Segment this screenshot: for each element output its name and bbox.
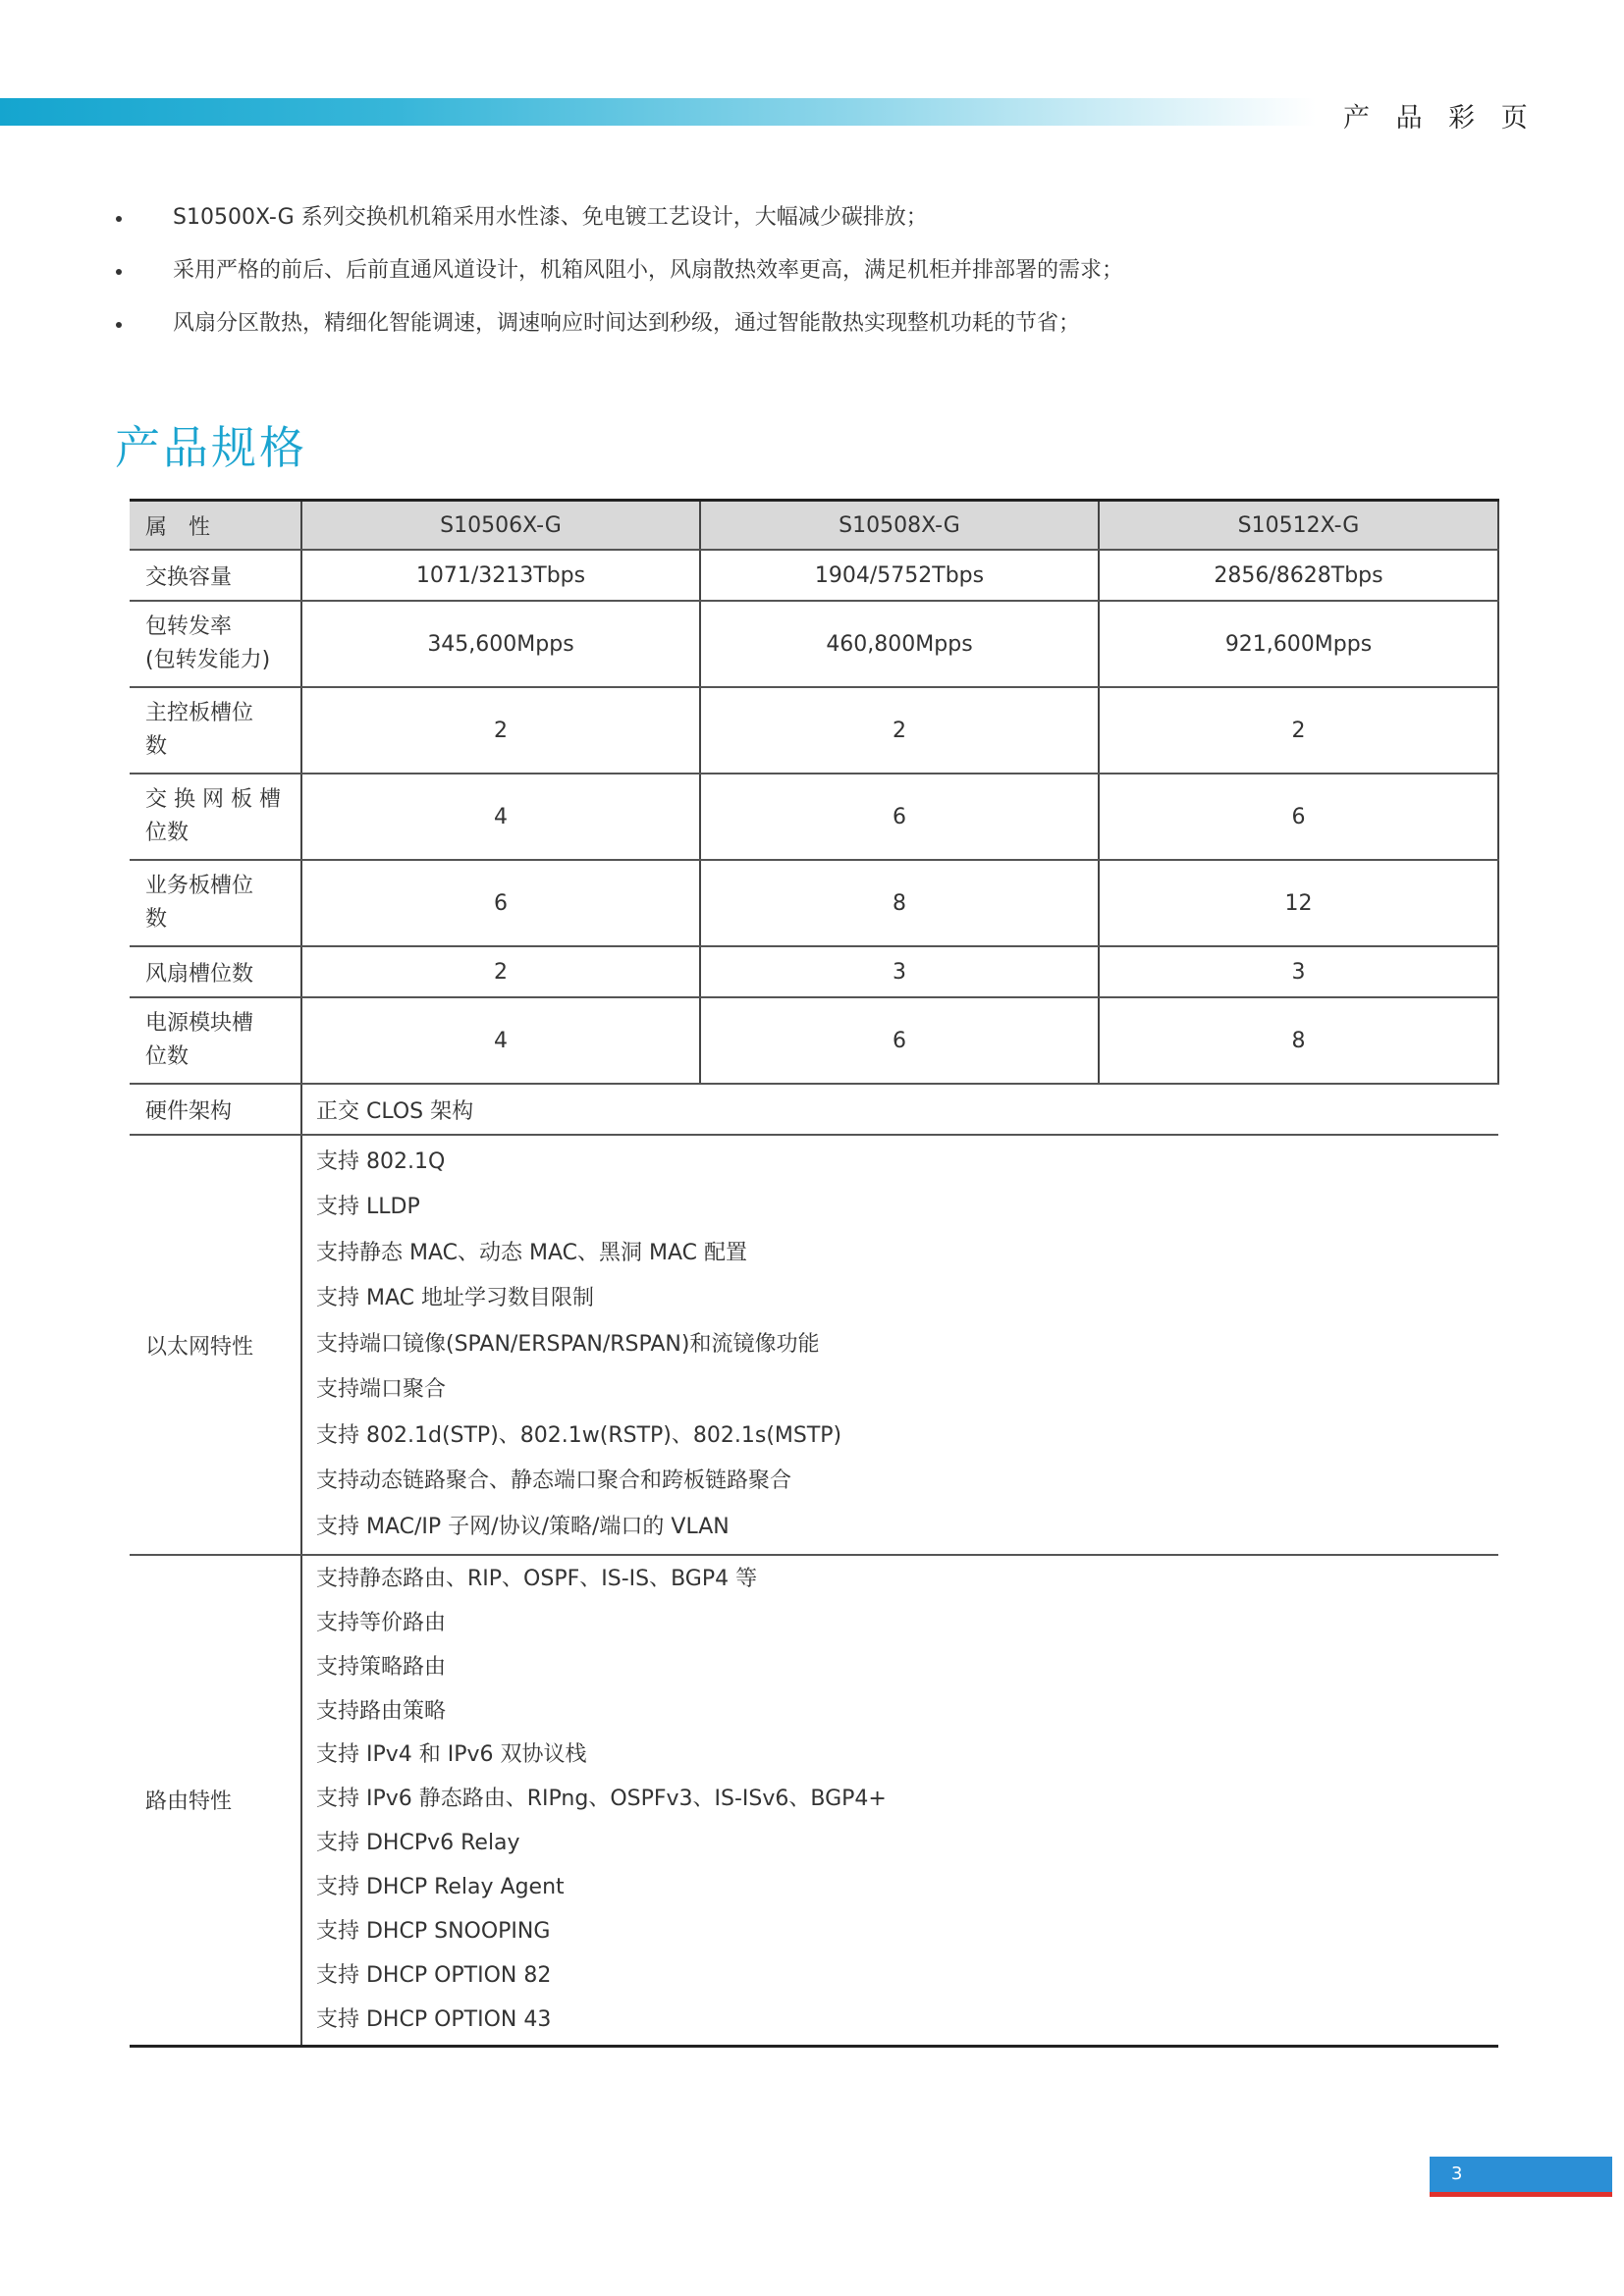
table-row <box>130 550 1498 601</box>
row-value-cell: 1904/5752Tbps <box>700 550 1099 601</box>
list-item: 支持 LLDP <box>316 1195 420 1220</box>
list-item: 支持 DHCP SNOOPING <box>316 1918 551 1944</box>
row-value-cell: 2 <box>700 687 1099 774</box>
list-item: 支持 IPv6 静态路由、RIPng、OSPFv3、IS-ISv6、BGP4+ <box>316 1787 887 1812</box>
row-value-cell: 345,600Mpps <box>301 601 700 687</box>
ethernet-feature-list <box>316 1140 1498 1551</box>
row-value-cell: 6 <box>301 860 700 946</box>
bullet-item <box>116 302 1510 355</box>
list-item: 支持 DHCPv6 Relay <box>316 1831 520 1856</box>
row-value-cell: 4 <box>301 997 700 1084</box>
hardware-value-cell: 正交 CLOS 架构 <box>301 1084 1498 1135</box>
bullet-text: 采用严格的前后、后前直通风道设计，机箱风阻小，风扇散热效率更高，满足机柜并排部署的需求； <box>173 258 1124 283</box>
table-row <box>130 946 1498 997</box>
header-attr-cell: 属 性 <box>130 501 301 551</box>
list-item: 支持 DHCP Relay Agent <box>316 1875 565 1900</box>
list-item: 支持策略路由 <box>316 1654 447 1680</box>
row-attr-cell: 以太网特性 <box>130 1135 301 1555</box>
bullet-dot-icon <box>116 216 122 222</box>
row-attr-cell <box>130 774 301 860</box>
table-header-row <box>130 501 1498 551</box>
row-value-cell: 8 <box>700 860 1099 946</box>
row-value-cell: 460,800Mpps <box>700 601 1099 687</box>
list-item: 支持动态链路聚合、静态端口聚合和跨板链路聚合 <box>316 1468 792 1494</box>
list-item: 支持 IPv4 和 IPv6 双协议栈 <box>316 1742 587 1768</box>
row-attr-cell <box>130 687 301 774</box>
attr-line: 包转发率 <box>145 614 233 639</box>
attr-line: 主控板槽位 <box>145 701 254 725</box>
row-value-cell: 3 <box>1099 946 1498 997</box>
row-value-cell: 2 <box>1099 687 1498 774</box>
attr-line: 电源模块槽 <box>145 1011 254 1036</box>
row-value-cell: 8 <box>1099 997 1498 1084</box>
list-item: 支持 802.1Q <box>316 1148 446 1174</box>
header-model-cell: S10506X-G <box>301 501 700 551</box>
row-value-cell: 12 <box>1099 860 1498 946</box>
row-attr-cell: 交换容量 <box>130 550 301 601</box>
attr-line: 业务板槽位 <box>145 874 254 898</box>
header-title: 产 品 彩 页 <box>1343 103 1537 133</box>
row-value-cell: 1071/3213Tbps <box>301 550 700 601</box>
attr-line: 数 <box>145 907 168 932</box>
page-badge-accent-line <box>1430 2192 1612 2197</box>
bullet-item <box>116 196 1510 249</box>
attr-line: 数 <box>145 734 168 759</box>
table-row <box>130 687 1498 774</box>
row-value-cell: 3 <box>700 946 1099 997</box>
bullet-item <box>116 249 1510 302</box>
list-item: 支持 DHCP OPTION 43 <box>316 2006 552 2032</box>
list-item: 支持 DHCP OPTION 82 <box>316 1962 552 1988</box>
section-title: 产品规格 <box>115 421 307 474</box>
ethernet-features-cell <box>301 1135 1498 1555</box>
routing-features-cell <box>301 1555 1498 2046</box>
routing-feature-list <box>316 1558 1498 2043</box>
row-attr-cell: 硬件架构 <box>130 1084 301 1135</box>
row-value-cell: 6 <box>700 774 1099 860</box>
row-attr-cell <box>130 601 301 687</box>
row-value-cell: 6 <box>1099 774 1498 860</box>
list-item: 支持 802.1d(STP)、802.1w(RSTP)、802.1s(MSTP) <box>316 1422 842 1448</box>
row-attr-cell <box>130 860 301 946</box>
row-value-cell: 2856/8628Tbps <box>1099 550 1498 601</box>
header-model-cell: S10508X-G <box>700 501 1099 551</box>
list-item: 支持静态 MAC、动态 MAC、黑洞 MAC 配置 <box>316 1240 747 1265</box>
list-item: 支持 MAC 地址学习数目限制 <box>316 1286 594 1311</box>
list-item: 支持端口聚合 <box>316 1377 447 1403</box>
bullet-dot-icon <box>116 269 122 275</box>
table-row <box>130 860 1498 946</box>
table-row-hardware <box>130 1084 1498 1135</box>
bullet-dot-icon <box>116 322 122 328</box>
row-attr-cell: 路由特性 <box>130 1555 301 2046</box>
attr-line: (包转发能力) <box>145 648 271 672</box>
spec-table <box>130 499 1499 2048</box>
attr-line: 位数 <box>145 1044 189 1069</box>
row-value-cell: 2 <box>301 687 700 774</box>
list-item: 支持等价路由 <box>316 1610 447 1635</box>
list-item: 支持静态路由、RIP、OSPF、IS-IS、BGP4 等 <box>316 1566 758 1591</box>
row-attr-cell <box>130 997 301 1084</box>
table-row <box>130 997 1498 1084</box>
row-value-cell: 4 <box>301 774 700 860</box>
list-item: 支持 MAC/IP 子网/协议/策略/端口的 VLAN <box>316 1514 730 1539</box>
bullet-text: S10500X-G 系列交换机机箱采用水性漆、免电镀工艺设计，大幅减少碳排放； <box>173 205 928 230</box>
table-row-routing <box>130 1555 1498 2046</box>
row-value-cell: 6 <box>700 997 1099 1084</box>
attr-line: 位数 <box>145 821 189 845</box>
list-item: 支持路由策略 <box>316 1698 447 1724</box>
row-value-cell: 921,600Mpps <box>1099 601 1498 687</box>
table-row-ethernet <box>130 1135 1498 1555</box>
header-model-cell: S10512X-G <box>1099 501 1498 551</box>
row-value-cell: 2 <box>301 946 700 997</box>
table-row <box>130 601 1498 687</box>
bullet-text: 风扇分区散热，精细化智能调速，调速响应时间达到秒级，通过智能散热实现整机功耗的节省； <box>173 311 1081 336</box>
page-number-badge: 3 <box>1430 2157 1612 2192</box>
feature-bullets <box>116 196 1510 355</box>
header-gradient-bar <box>0 98 1316 126</box>
list-item: 支持端口镜像(SPAN/ERSPAN/RSPAN)和流镜像功能 <box>316 1331 820 1357</box>
table-row <box>130 774 1498 860</box>
row-attr-cell: 风扇槽位数 <box>130 946 301 997</box>
attr-line: 交 换 网 板 槽 <box>145 787 281 812</box>
